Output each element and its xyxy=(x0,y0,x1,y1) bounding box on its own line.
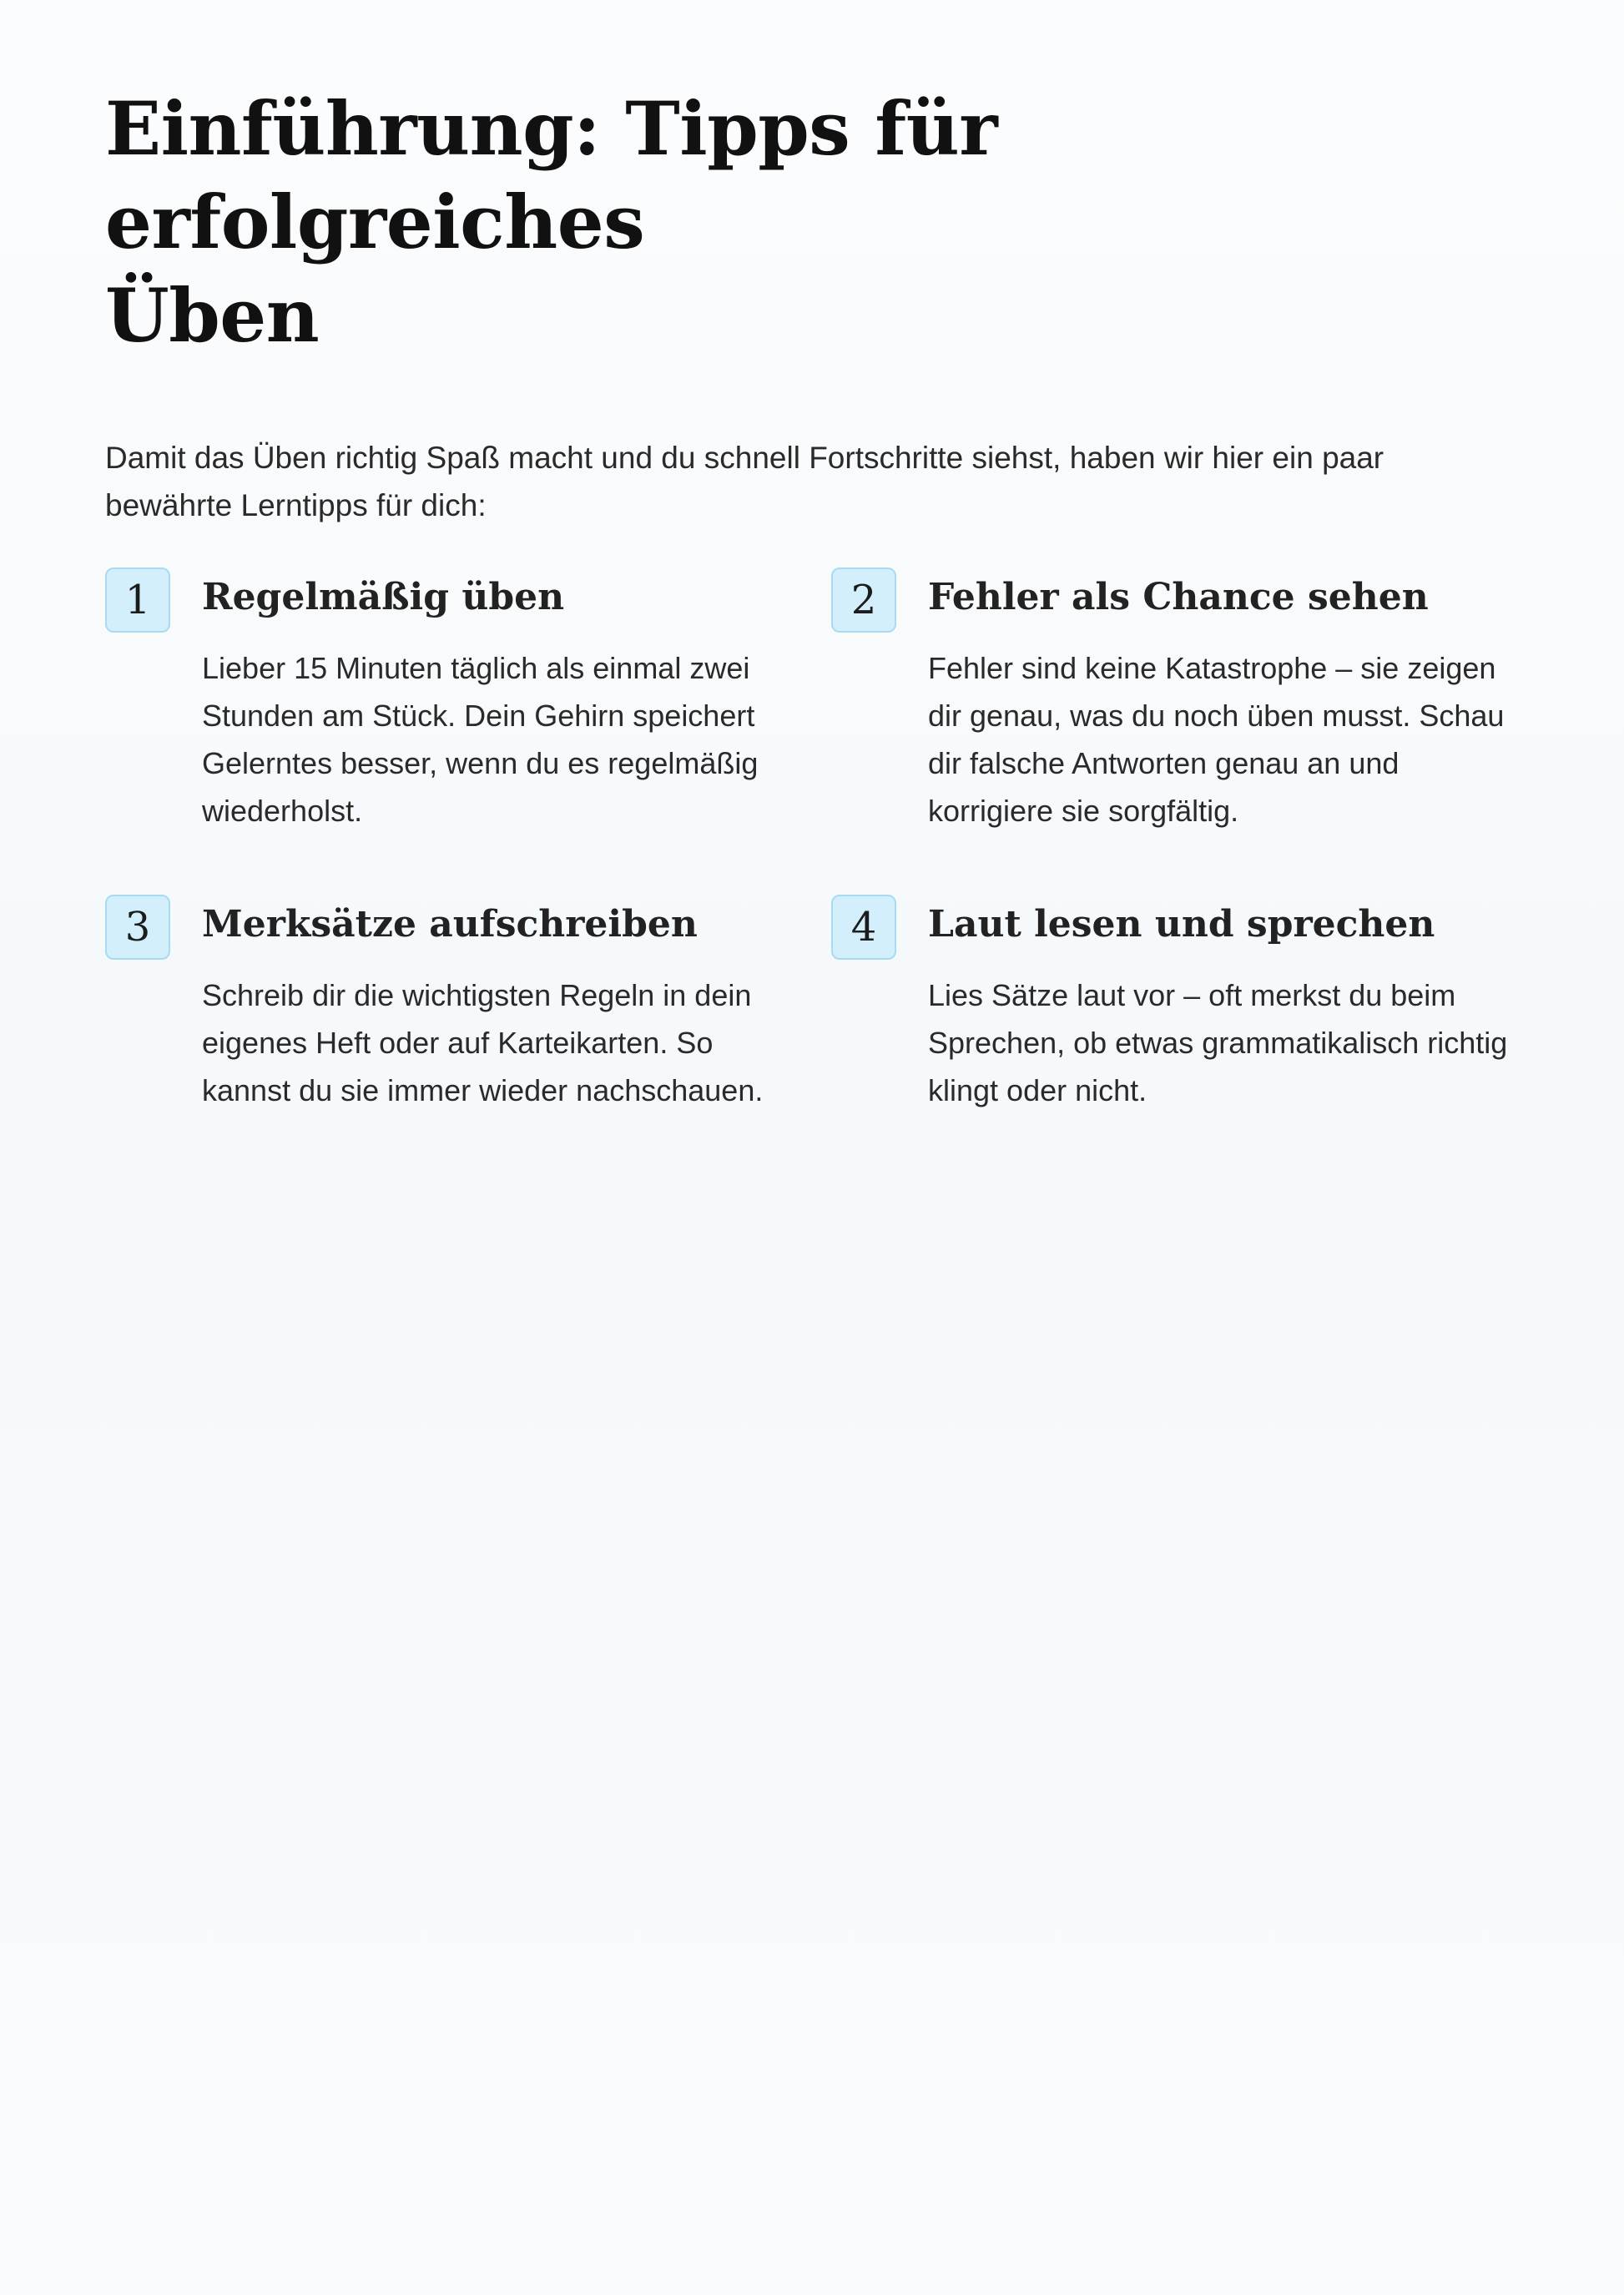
tip-number-badge: 1 xyxy=(105,567,170,633)
tip-title: Regelmäßig üben xyxy=(202,576,565,618)
page-title-line-2: Üben xyxy=(105,272,320,359)
intro-paragraph: Damit das Üben richtig Spaß macht und du schnell Fortschritte siehst, haben wir hier ein paar bewährte Lerntipps für dich: xyxy=(105,441,1384,522)
tip-number-badge: 4 xyxy=(831,895,896,960)
tip-number-badge: 2 xyxy=(831,567,896,633)
tip-title: Fehler als Chance sehen xyxy=(928,576,1429,618)
page-title-line-1: Einführung: Tipps für erfolgreiches xyxy=(105,85,998,265)
tip-text: Lies Sätze laut vor – oft merkst du beim Sprechen, ob etwas grammatikalisch richtig klingt oder nicht. xyxy=(928,978,1508,1107)
tip-title: Laut lesen und sprechen xyxy=(928,903,1435,946)
tip-title: Merksätze aufschreiben xyxy=(202,903,698,946)
tip-text: Lieber 15 Minuten täglich als einmal zwei Stunden am Stück. Dein Gehirn speichert Gelerntes besser, wenn du es regelmäßig wiederholst. xyxy=(202,651,759,828)
tips-grid xyxy=(105,567,1524,1202)
page-title xyxy=(105,82,1524,362)
tip-text: Fehler sind keine Katastrophe – sie zeigen dir genau, was du noch üben musst. Schau dir falsche Antworten genau an und korrigiere sie sorgfältig. xyxy=(928,651,1505,828)
tip-text: Schreib dir die wichtigsten Regeln in dein eigenes Heft oder auf Karteikarten. So kannst du sie immer wieder nachschauen. xyxy=(202,978,764,1107)
tip-number-badge: 3 xyxy=(105,895,170,960)
page-content xyxy=(105,82,1524,1202)
